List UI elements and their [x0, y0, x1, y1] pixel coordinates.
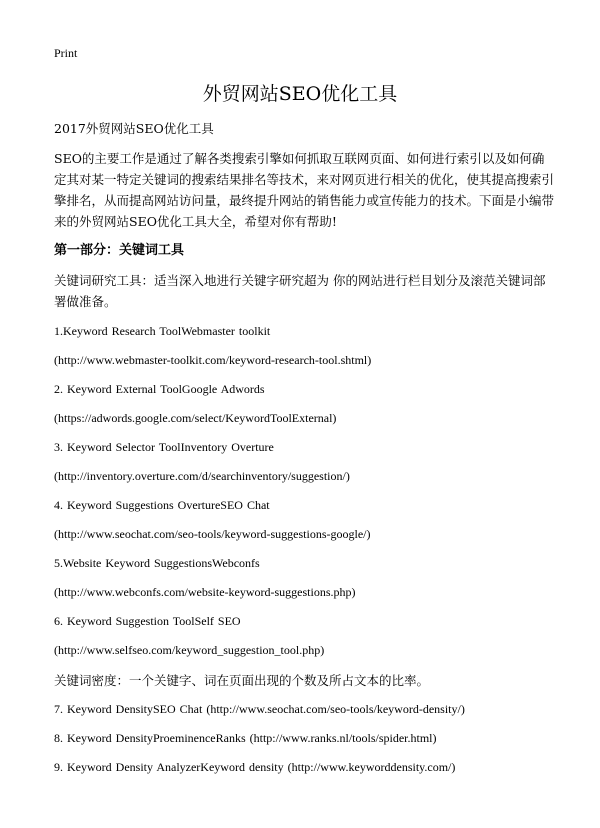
density-tool-9: 9. Keyword Density AnalyzerKeyword density (http://www.keyworddensity.com/) [54, 760, 456, 774]
keyword-research-intro: 关键词研究工具：适当深入地进行关键字研究超为 你的网站进行栏目划分及滚范关键词部署做准备。 [54, 273, 546, 309]
keyword-density-intro: 关键词密度：一个关键字、词在页面出现的个数及所占文本的比率。 [54, 673, 430, 688]
tool-url-6: (http://www.selfseo.com/keyword_suggestion_tool.php) [54, 643, 325, 657]
document-body [54, 118, 554, 787]
page-title: 外贸网站SEO优化工具 [202, 83, 398, 105]
tool-name-2: 2. Keyword External ToolGoogle Adwords [54, 382, 265, 396]
density-tool-7: 7. Keyword DensitySEO Chat (http://www.seochat.com/seo-tools/keyword-density/) [54, 702, 465, 716]
tool-name-4: 4. Keyword Suggestions OvertureSEO Chat [54, 498, 270, 512]
tool-name-5: 5.Website Keyword SuggestionsWebconfs [54, 556, 260, 570]
tool-url-3: (http://inventory.overture.com/d/searchinventory/suggestion/) [54, 469, 350, 483]
tool-name-6: 6. Keyword Suggestion ToolSelf SEO [54, 614, 241, 628]
intro-paragraph: SEO的主要工作是通过了解各类搜索引擎如何抓取互联网页面、如何进行索引以及如何确定其对某一特定关键词的搜索结果排名等技术，来对网页进行相关的优化，使其提高搜索引擎排名，从而提高网站访问量，最终提升网站的销售能力或宣传能力的技术。下面是小编带来的外贸网站SEO优化工具大全，希望对你有帮助! [54, 151, 555, 229]
tool-url-4: (http://www.seochat.com/seo-tools/keyword-suggestions-google/) [54, 527, 371, 541]
tool-name-3: 3. Keyword Selector ToolInventory Overture [54, 440, 274, 454]
print-label: Print [54, 46, 78, 60]
tool-name-1: 1.Keyword Research ToolWebmaster toolkit [54, 324, 271, 338]
section-heading: 第一部分：关键词工具 [54, 243, 185, 258]
tool-url-1: (http://www.webmaster-toolkit.com/keyword-research-tool.shtml) [54, 353, 372, 367]
subtitle: 2017外贸网站SEO优化工具 [54, 121, 214, 136]
density-tool-8: 8. Keyword DensityProeminenceRanks (http://www.ranks.nl/tools/spider.html) [54, 731, 437, 745]
tool-url-5: (http://www.webconfs.com/website-keyword-suggestions.php) [54, 585, 356, 599]
tool-url-2: (https://adwords.google.com/select/KeywordToolExternal) [54, 411, 337, 425]
